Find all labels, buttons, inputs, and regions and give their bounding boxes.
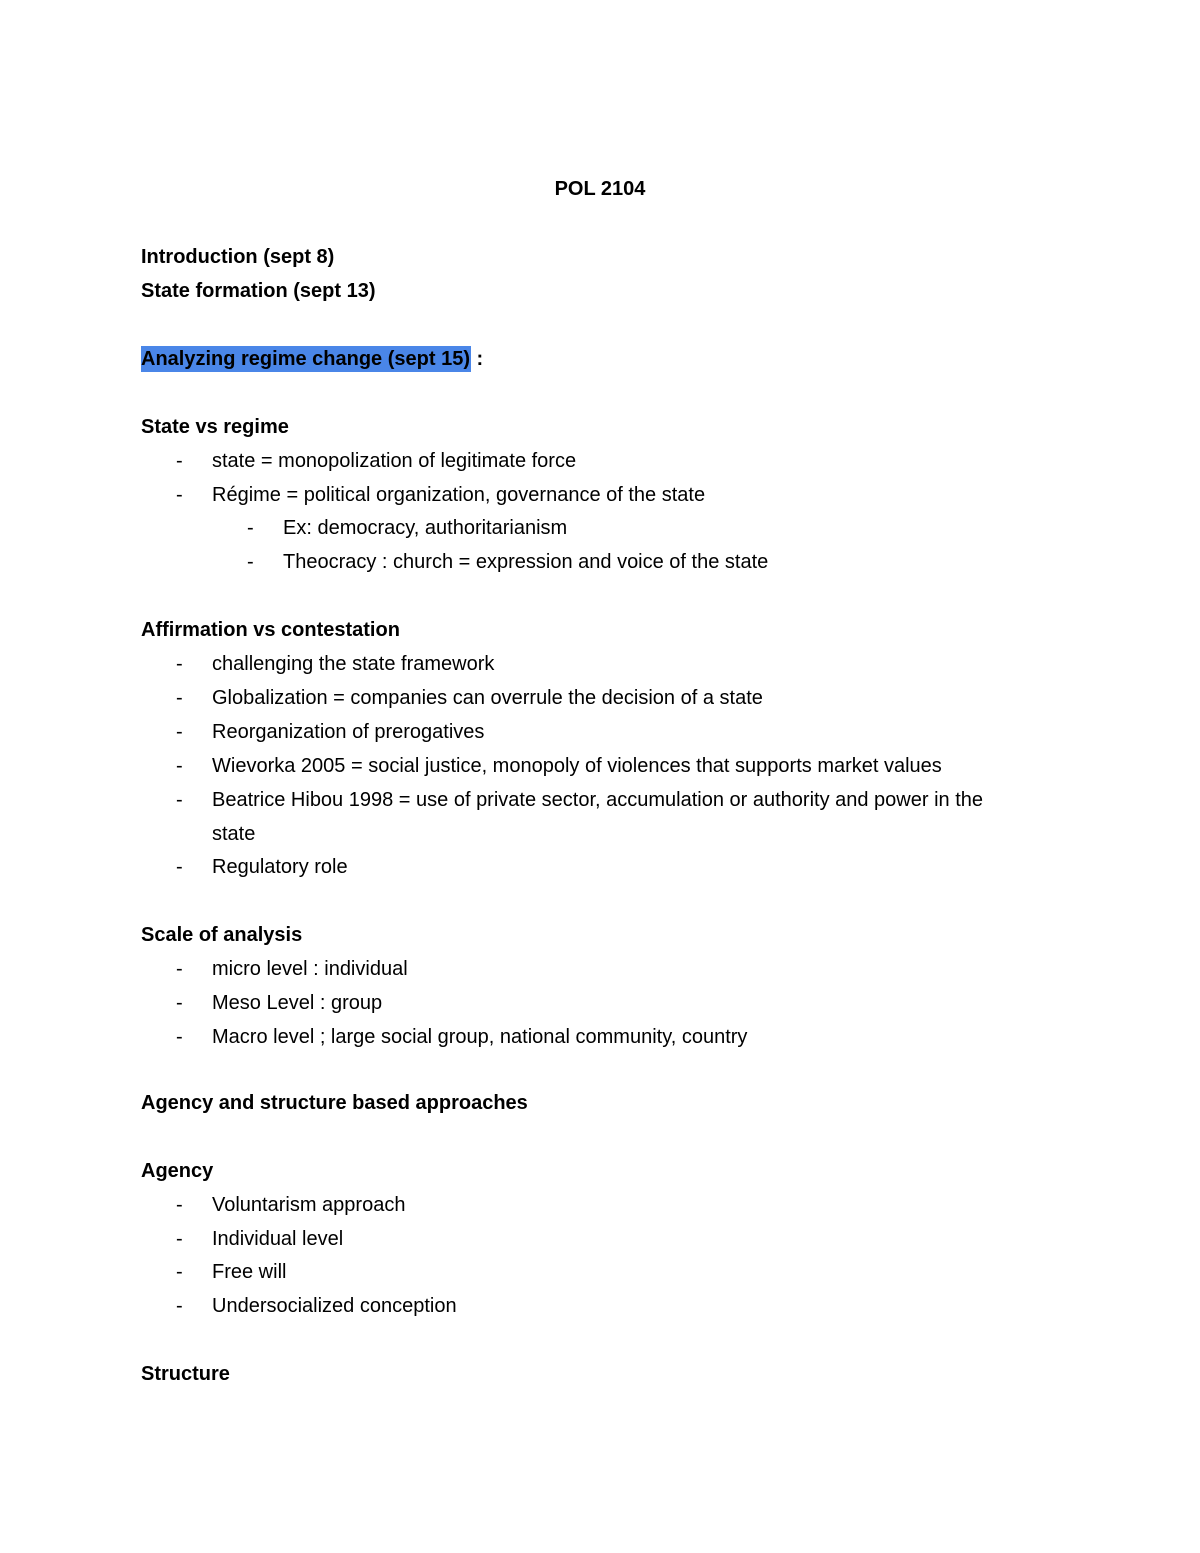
- list-item-text: Individual level: [212, 1228, 344, 1250]
- bullet-dash: -: [176, 1194, 183, 1216]
- document-title: POL 2104: [554, 178, 646, 200]
- bullet-dash: -: [247, 551, 254, 573]
- list-item-text: Globalization = companies can overrule the decision of a state: [212, 687, 763, 709]
- bullet-dash: -: [176, 1228, 183, 1250]
- bullet-dash: -: [176, 856, 183, 878]
- list-item-text: Beatrice Hibou 1998 = use of private sector, accumulation or authority and power in the: [212, 789, 984, 811]
- list-item-text: Free will: [212, 1261, 287, 1283]
- bullet-dash: -: [176, 755, 183, 777]
- list-item-text: Régime = political organization, governance of the state: [212, 484, 706, 506]
- highlighted-heading-line: [141, 344, 483, 374]
- bullet-dash: -: [176, 653, 183, 675]
- bullet-dash: -: [176, 1295, 183, 1317]
- section-heading-agency: Agency: [141, 1160, 214, 1182]
- bullet-dash: -: [176, 789, 183, 811]
- bullet-dash: -: [176, 721, 183, 743]
- list-item-text: micro level : individual: [212, 958, 408, 980]
- bullet-dash: -: [176, 1026, 183, 1048]
- section-heading-state-vs-regime: State vs regime: [141, 416, 289, 438]
- section-heading-agency-structure: Agency and structure based approaches: [141, 1092, 528, 1114]
- highlighted-heading-suffix: :: [470, 348, 484, 370]
- list-item-text: Undersocialized conception: [212, 1295, 457, 1317]
- list-item-text: Macro level ; large social group, national community, country: [212, 1026, 748, 1048]
- sub-list-item-text: Ex: democracy, authoritarianism: [283, 517, 568, 539]
- list-item-text: Meso Level : group: [212, 992, 383, 1014]
- bullet-dash: -: [176, 687, 183, 709]
- bullet-dash: -: [176, 1261, 183, 1283]
- bullet-dash: -: [176, 450, 183, 472]
- list-item-text: Wievorka 2005 = social justice, monopoly of violences that supports market values: [212, 755, 942, 777]
- section-heading-scale: Scale of analysis: [141, 924, 303, 946]
- list-item-text: state: [212, 823, 256, 845]
- list-item-text: state = monopolization of legitimate force: [212, 450, 577, 472]
- bullet-dash: -: [247, 517, 254, 539]
- bullet-dash: -: [176, 958, 183, 980]
- intro-line-state-formation: State formation (sept 13): [141, 280, 376, 302]
- highlighted-heading: Analyzing regime change (sept 15): [141, 348, 470, 370]
- section-heading-affirmation: Affirmation vs contestation: [141, 619, 400, 641]
- list-item-text: Regulatory role: [212, 856, 348, 878]
- bullet-dash: -: [176, 992, 183, 1014]
- list-item-text: challenging the state framework: [212, 653, 495, 675]
- list-item-text: Reorganization of prerogatives: [212, 721, 485, 743]
- bullet-dash: -: [176, 484, 183, 506]
- section-heading-structure: Structure: [141, 1363, 230, 1385]
- intro-line-introduction: Introduction (sept 8): [141, 246, 335, 268]
- sub-list-item-text: Theocracy : church = expression and voice of the state: [283, 551, 769, 573]
- list-item-text: Voluntarism approach: [212, 1194, 406, 1216]
